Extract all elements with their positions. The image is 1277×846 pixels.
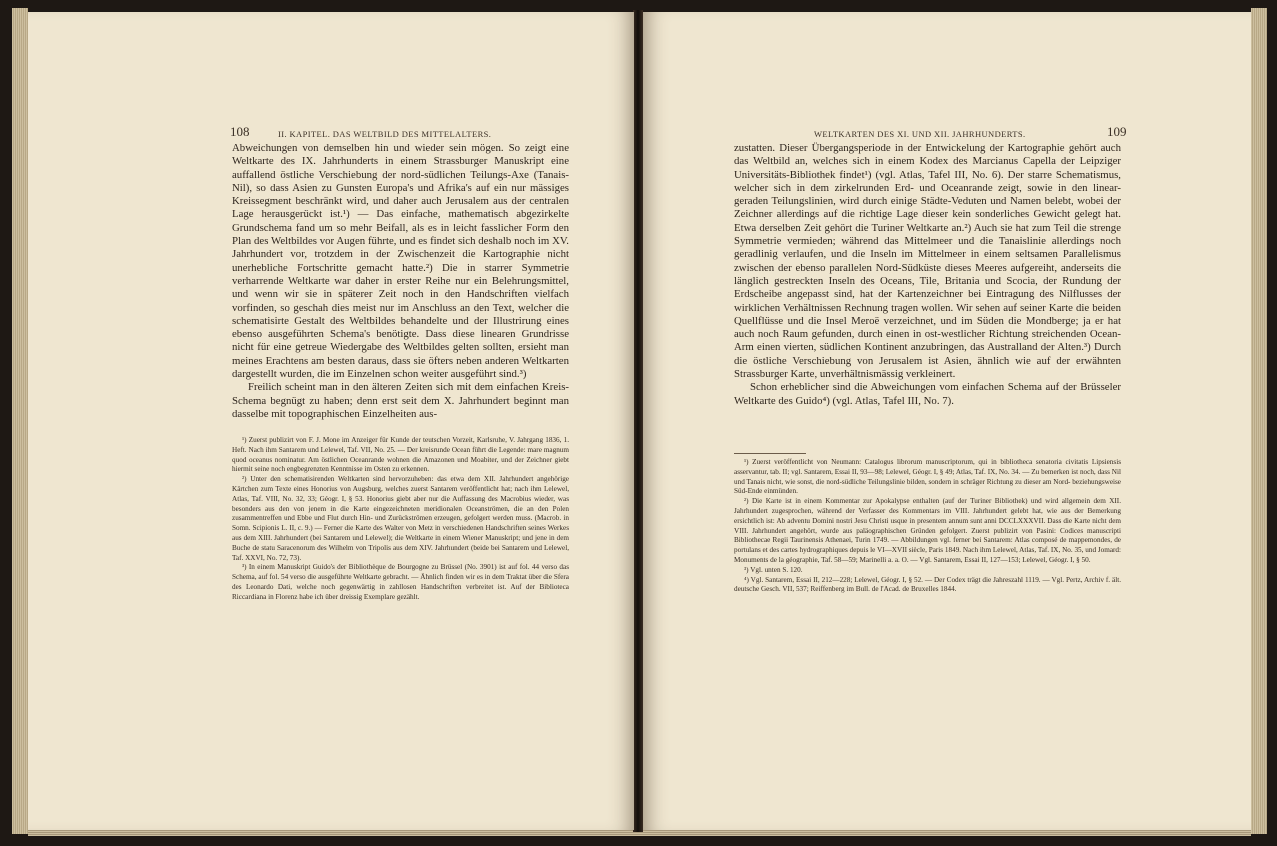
running-header: WELTKARTEN DES XI. UND XII. JAHRHUNDERTS. xyxy=(814,129,1026,139)
footnote: ⁴) Vgl. Santarem, Essai II, 212—228; Lelewel, Géogr. I, § 52. — Der Codex trägt die Jahreszahl 1119. — Vgl. Pertz, Archiv f. ält. deutsche Gesch. VII, 537; Reiffenberg im Bull. de l'Acad. de Bruxelles 1844. xyxy=(734,575,1121,594)
page-edges-right xyxy=(1251,8,1267,834)
footnote: ¹) Zuerst publizirt von F. J. Mone im Anzeiger für Kunde der teutschen Vorzeit, Karlsruhe, V. Jahrgang 1836, 1. Heft. Nach ihm Santarem und Lelewel, Taf. VII, No. 25. — Der kreisrunde Ocean führt die Legende: mare magnum quod oceanus nominatur. Am östlichen Oceanrande wohnen die Amazonen und Moabiter, und der Zeichner giebt hiermit seine noch engbegrenzten Kenntnisse im Osten zu erkennen. xyxy=(232,436,569,474)
paragraph: Freilich scheint man in den älteren Zeiten sich mit dem einfachen Kreis-Schema begnügt zu haben; denn erst seit dem X. Jahrhundert beginnt man dasselbe mit topographischen Einzelheiten aus- xyxy=(232,381,569,420)
page-edges-left xyxy=(12,8,28,834)
paragraph: zustatten. Dieser Übergangsperiode in der Entwickelung der Kartographie gehört auch das Weltbild an, welches sich in einem Kodex des Marcianus Capella der Leipziger Universitäts-Bibliothek findet¹) (vgl. Atlas, Tafel III, No. 6). Der starre Schematismus, welcher sich in dem zirkelrunden Erd- und Oceanrande zeigt, sowie in den linear-geraden Teilungslinien, wird durch einige Städte-Veduten und Namen belebt, wobei der Zeichner allerdings auf die richtige Lage dieser kein sonderliches Gewicht gelegt hat. Etwa derselben Zeit gehört die Turiner Weltkarte an.²) Auch sie hat zum Teil die strenge Symmetrie vermieden; während das Mittelmeer und die Tanaislinie allerdings noch geradlinig verlaufen, und die Inseln im Mittelmeer in einem seltsamen Parallelismus zwischen der ebenso parallelen Nord-Südküste dieses Meeres aufgereiht, anderseits die länglich gestreckten Inseln des Oceans, Tile, Britania und Scocia, der Rundung der Erdscheibe angepasst sind, hat der Kartenzeichner bei Eintragung des Nilflusses der wirklichen Verhältnissen Rechnung tragen wollen. Wir sehen auf seiner Karte die beiden Quellflüsse und die Insel Meroë verzeichnet, und im Süden die Mondberge; ja er hat auch noch Raum gefunden, durch einen in ost-westlicher Richtung streichenden Ocean-Arm einen vierten, südlichen Kontinent anzubringen, das Australland der Alten.³) Durch die östliche Verschiebung von Jerusalem ist Asien, ähnlich wie auf der erwähnten Strassburger Karte, unverhältnismässig verkleinert. xyxy=(734,142,1121,381)
main-text xyxy=(734,142,1121,408)
footnote: ³) In einem Manuskript Guido's der Bibliothèque de Bourgogne zu Brüssel (No. 3901) ist auf fol. 44 verso das Schema, auf fol. 54 verso die ausgeführte Weltkarte gebracht. — Ähnlich finden wir es in dem Traktat über die Sfera des Leonardo Dati, welche noch gegenwärtig in zahllosen Handschriften verbreitet ist. Auf der Biblioteca Riccardiana in Florenz habe ich über dreissig Exemplare gezählt. xyxy=(232,563,569,601)
page-number: 108 xyxy=(230,124,250,139)
footnotes xyxy=(734,458,1121,595)
footnote: ²) Unter den schematisirenden Weltkarten sind hervorzuheben: das etwa dem XII. Jahrhundert angehörige Kärtchen zum Texte eines Honorius von Augsburg, welches zuerst Santarem veröffentlicht hat; nach ihm Lelewel, Atlas, Taf. VIII, No. 32, 33; Géogr. I, § 53. Honorius giebt aber nur die Auffassung des Macrobius wieder, was besonders aus den von jenem in die Karte eingezeichneten meridionalen Oceanströmen, die an den Polen zusammentreffen und Ebbe und Flut durch Hin- und Zurückströmen erzeugen, gefolgert werden muss. (Macrob. in Somn. Scipionis L. II, c. 9.) — Ferner die Karte des Walter von Metz in verschiedenen Handschriften seines Werkes aus dem XIII. Jahrhundert (bei Santarem und Lelewel); die Weltkarte in einem Wiener Manuskript; und jene in dem Buche de statu Saracenorum des Wilhelm von Tripolis aus dem XIV. Jahrhundert (beide bei Santarem und Lelewel, Taf. XXVI, No. 72, 73). xyxy=(232,475,569,562)
footnote: ³) Vgl. unten S. 120. xyxy=(744,565,803,574)
running-header: II. KAPITEL. DAS WELTBILD DES MITTELALTERS. xyxy=(278,129,492,139)
footnotes xyxy=(232,436,569,603)
left-page xyxy=(28,12,634,830)
paragraph: Schon erheblicher sind die Abweichungen vom einfachen Schema auf der Brüsseler Weltkarte des Guido⁴) (vgl. Atlas, Tafel III, No. 7). xyxy=(734,381,1121,407)
paragraph: Abweichungen von demselben hin und wieder sein mögen. So zeigt eine Weltkarte des IX. Jahrhunderts in einem Strassburger Manuskript eine auffallend östliche Verschiebung der nord-südlichen Teilungs-Axe (Tanais-Nil), so dass Asien zu Gunsten Europa's und Afrika's auf ein nur mässiges Kreissegment beschränkt wird, und daher auch Jerusalem aus der centralen Lage herausgerückt ist.¹) — Das einfache, mathematisch abgezirkelte Grundschema fand um so mehr Beifall, als es in leicht fasslicher Form den Plan des Weltbildes vor Augen führte, und es findet sich deshalb noch im XV. Jahrhundert vor, trotzdem in der Zwischenzeit die Kartographie nicht unerhebliche Fortschritte gemacht hatte.²) Die in starrer Symmetrie verharrende Weltkarte war daher in erster Reihe nur ein Belehrungsmittel, und wenn wir sie in späterer Zeit noch in den Handschriften vielfach vorfinden, so geschah dies meist nur im Anschluss an den Text, welcher die schematisirte Gestalt des Weltbildes behandelte und der Illustrirung eines ebenso ausgeführten Schema's benötigte. Dass diese linearen Grundrisse nicht für eine getreue Wiedergabe des Weltbildes gelten sollten, ersieht man meines Erachtens am besten daraus, dass sie öfters neben anderen Weltkarten dargestellt wurden, die im Einzelnen schon weiter ausgeführt sind.³) xyxy=(232,142,569,381)
main-text xyxy=(232,142,569,421)
right-page xyxy=(643,12,1251,830)
page-number: 109 xyxy=(1107,124,1127,139)
footnote-rule xyxy=(734,453,806,454)
footnote: ²) Die Karte ist in einem Kommentar zur Apokalypse enthalten (auf der Turiner Bibliothek) und wird allgemein dem XII. Jahrhundert zugesprochen, während der Verfasser des Kommentars im VIII. Jahrhundert gelebt hat, wie aus der Bemerkung ersichtlich ist: Ab adventu Domini nostri Jesu Christi usque in presentem annum sunt anni DCCLXXXVII. Dass die Karte nicht dem VIII. Jahrhundert angehört, wurde aus paläographischen Gründen gefolgert. Zuerst publizirt von Pasini: Codices manuscripti Bibliothecae Regii Taurinensis Athenaei, Turin 1749. — Abbildungen vgl. ferner bei Santarem: Atlas composé de mappemondes, de portulans et des cartes hydrographiques depuis le VI—XVII siècle, Paris 1849. Nach ihm Lelewel, Atlas, Taf. IX, No. 35, und Jomard: Monuments de la géographie, Taf. 58—59; Marinelli a. a. O. — Vgl. Santarem, Essai II, 127—153; Lelewel, Géogr. I, § 50. xyxy=(734,497,1121,564)
footnote: ¹) Zuerst veröffentlicht von Neumann: Catalogus librorum manuscriptorum, qui in bibliotheca senatoria civitatis Lipsiensis asservantur, tab. II; vgl. Santarem, Essai II, 93—98; Lelewel, Géogr. I, § 49; Atlas, Taf. IX, No. 34. — Zu bemerken ist noch, dass Nil und Tanais nicht, wie sonst, die nord-südliche Teilungslinie bilden, sondern in schräger Richtung zu dieser am Nord- beziehungsweise Süd-Ende einmünden. xyxy=(734,458,1121,496)
book-gutter xyxy=(633,10,643,832)
